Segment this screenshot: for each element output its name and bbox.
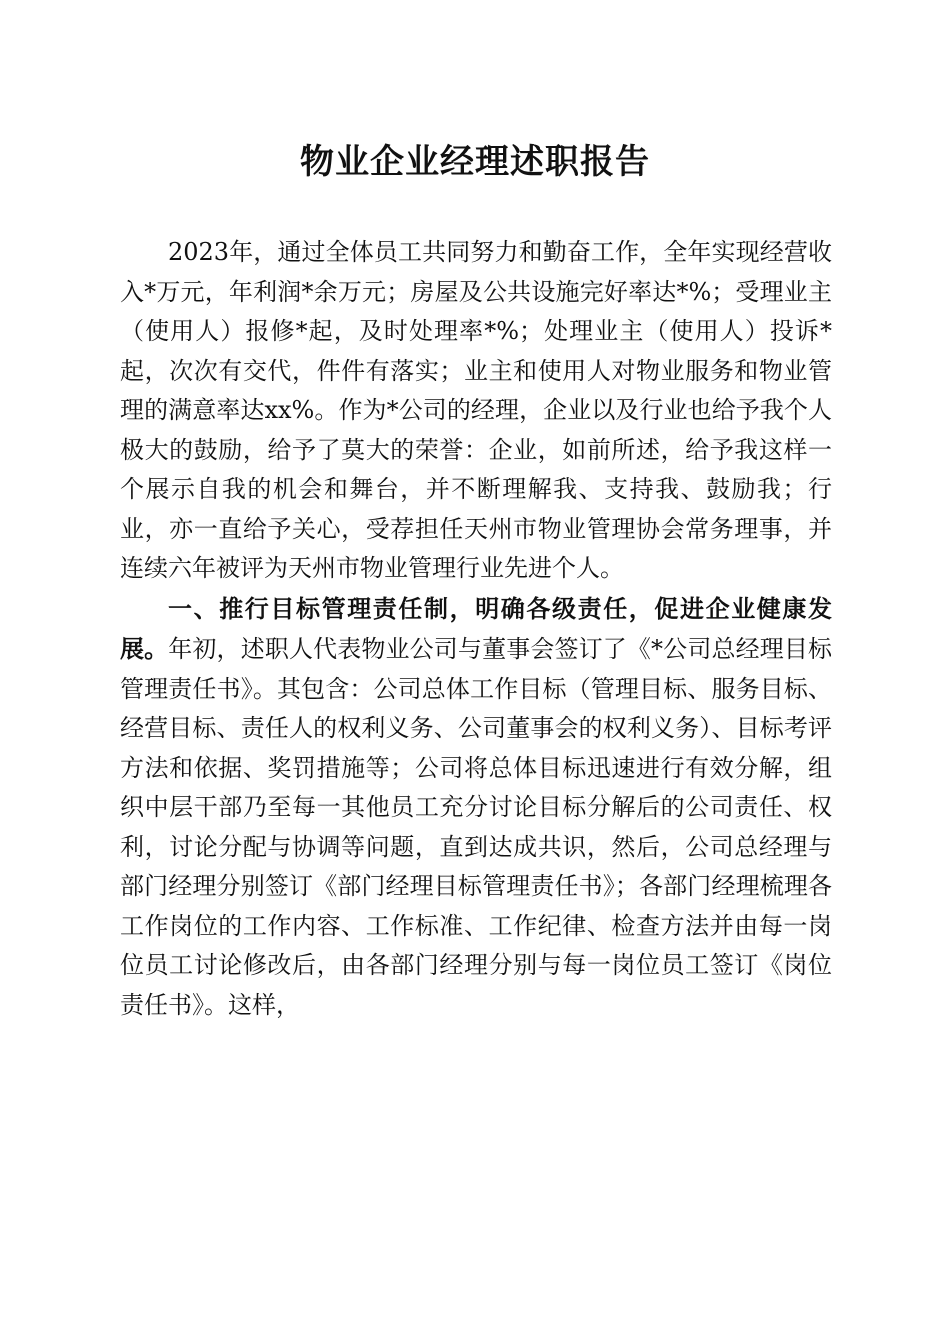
document-body [120, 233, 832, 1025]
section-1-body: 年初，述职人代表物业公司与董事会签订了《*公司总经理目标管理责任书》。其包含：公司总体工作目标（管理目标、服务目标、经营目标、责任人的权利义务、公司董事会的权利义务）、目标考评方法和依据、奖罚措施等；公司将总体目标迅速进行有效分解，组织中层干部乃至每一其他员工充分讨论目标分解后的公司责任、权利，讨论分配与协调等问题，直到达成共识，然后，公司总经理与部门经理分别签订《部门经理目标管理责任书》；各部门经理梳理各工作岗位的工作内容、工作标准、工作纪律、检查方法并由每一岗位员工讨论修改后，由各部门经理分别与每一岗位员工签订《岗位责任书》。这样， [120, 635, 833, 1019]
intro-paragraph: 2023年，通过全体员工共同努力和勤奋工作，全年实现经营收入*万元，年利润*余万元；房屋及公共设施完好率达*%；受理业主（使用人）报修*起，及时处理率*%；处理业主（使用人）投诉*起，次次有交代，件件有落实；业主和使用人对物业服务和物业管理的满意率达xx%。作为*公司的经理，企业以及行业也给予我个人极大的鼓励，给予了莫大的荣誉：企业，如前所述，给予我这样一个展示自我的机会和舞台，并不断理解我、支持我、鼓励我；行业，亦一直给予关心，受荐担任天州市物业管理协会常务理事，并连续六年被评为天州市物业管理行业先进个人。 [120, 238, 832, 582]
section-1-paragraph [120, 589, 832, 1026]
document-title: 物业企业经理述职报告 [300, 142, 650, 182]
section-1-heading: 一、推行目标管理责任制，明确各级责任，促进企业健康发展。 [120, 593, 832, 663]
